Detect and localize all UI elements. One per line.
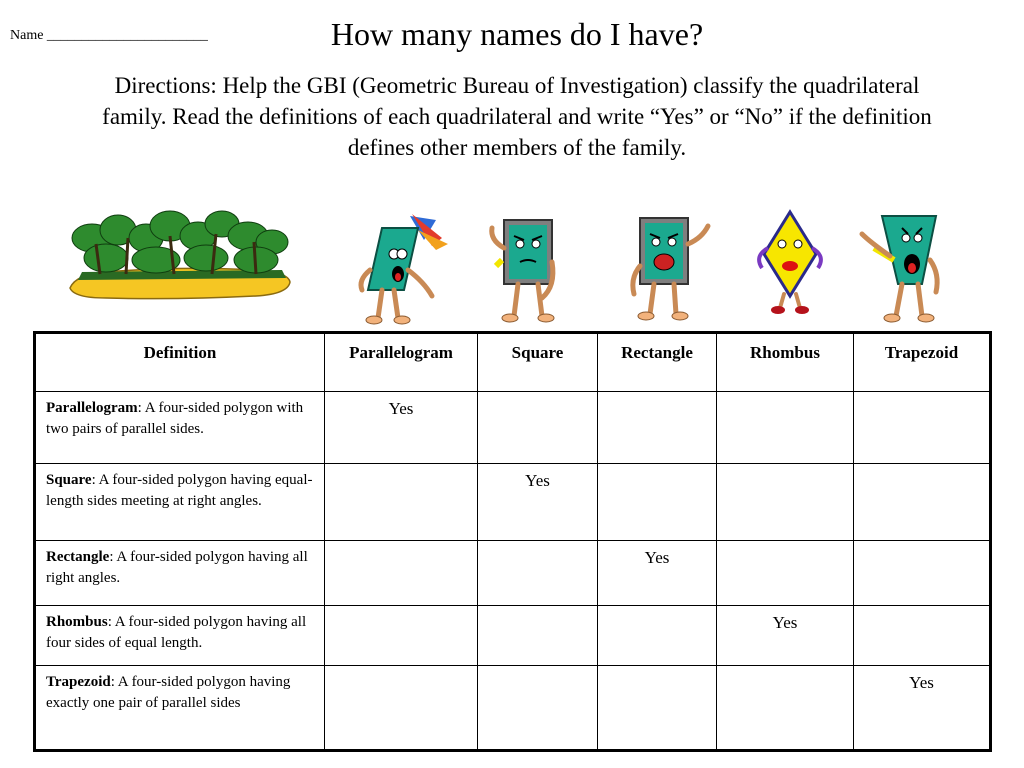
definition-text: : A four-sided polygon having equal-length sides meeting at right angles. — [46, 472, 313, 509]
definition-cell — [35, 666, 325, 751]
definition-cell — [35, 606, 325, 666]
term: Rhombus — [46, 614, 108, 630]
classification-table — [33, 331, 992, 752]
rectangle-character-icon — [620, 214, 716, 326]
answer-cell[interactable] — [717, 541, 854, 606]
answer-cell[interactable] — [478, 392, 598, 464]
table-row — [35, 464, 991, 541]
answer-cell[interactable] — [478, 606, 598, 666]
definition-text: : A four-sided polygon having all four sides of equal length. — [46, 614, 307, 651]
term: Trapezoid — [46, 674, 111, 690]
parallelogram-character-icon — [352, 210, 452, 328]
answer-cell[interactable] — [717, 392, 854, 464]
answer-cell[interactable] — [717, 666, 854, 751]
answer-cell[interactable] — [478, 666, 598, 751]
answer-cell[interactable] — [325, 666, 478, 751]
term: Parallelogram — [46, 400, 138, 416]
trapezoid-character-icon — [856, 212, 944, 328]
header-rectangle: Rectangle — [598, 333, 717, 392]
answer-cell[interactable]: Yes — [325, 392, 478, 464]
answer-cell[interactable] — [854, 606, 991, 666]
directions-text: Directions: Help the GBI (Geometric Bureau of Investigation) classify the quadrilateral family. Read the definitions of each quadrilateral and write “Yes” or “No” if the definition defines other members of the family. — [102, 73, 932, 160]
definition-cell — [35, 541, 325, 606]
header-parallelogram: Parallelogram — [325, 333, 478, 392]
definition-text: : A four-sided polygon having all right angles. — [46, 549, 308, 586]
definition-text: : A four-sided polygon having exactly one pair of parallel sides — [46, 674, 291, 711]
answer-cell[interactable] — [598, 464, 717, 541]
term: Square — [46, 472, 92, 488]
definition-cell — [35, 392, 325, 464]
header-trapezoid: Trapezoid — [854, 333, 991, 392]
answer-cell[interactable] — [854, 464, 991, 541]
table-row — [35, 392, 991, 464]
answer-cell[interactable]: Yes — [854, 666, 991, 751]
rhombus-character-icon — [752, 208, 828, 318]
answer-cell[interactable] — [598, 666, 717, 751]
square-character-icon — [484, 212, 570, 328]
answer-cell[interactable] — [854, 392, 991, 464]
answer-cell[interactable] — [478, 541, 598, 606]
definition-cell — [35, 464, 325, 541]
answer-cell[interactable] — [325, 464, 478, 541]
jungle-island-icon — [66, 208, 296, 302]
table-row — [35, 606, 991, 666]
table-row — [35, 666, 991, 751]
term: Rectangle — [46, 549, 110, 565]
header-rhombus: Rhombus — [717, 333, 854, 392]
answer-cell[interactable] — [325, 606, 478, 666]
page-title: How many names do I have? — [330, 16, 704, 52]
answer-cell[interactable] — [854, 541, 991, 606]
header-definition: Definition — [35, 333, 325, 392]
answer-cell[interactable] — [598, 606, 717, 666]
answer-cell[interactable]: Yes — [598, 541, 717, 606]
table-header-row — [35, 333, 991, 392]
answer-cell[interactable] — [598, 392, 717, 464]
answer-cell[interactable]: Yes — [717, 606, 854, 666]
table-row — [35, 541, 991, 606]
header-square: Square — [478, 333, 598, 392]
answer-cell[interactable] — [717, 464, 854, 541]
answer-cell[interactable] — [325, 541, 478, 606]
name-line[interactable]: Name _______________________ — [10, 28, 208, 43]
answer-cell[interactable]: Yes — [478, 464, 598, 541]
definition-text: : A four-sided polygon with two pairs of parallel sides. — [46, 400, 304, 437]
